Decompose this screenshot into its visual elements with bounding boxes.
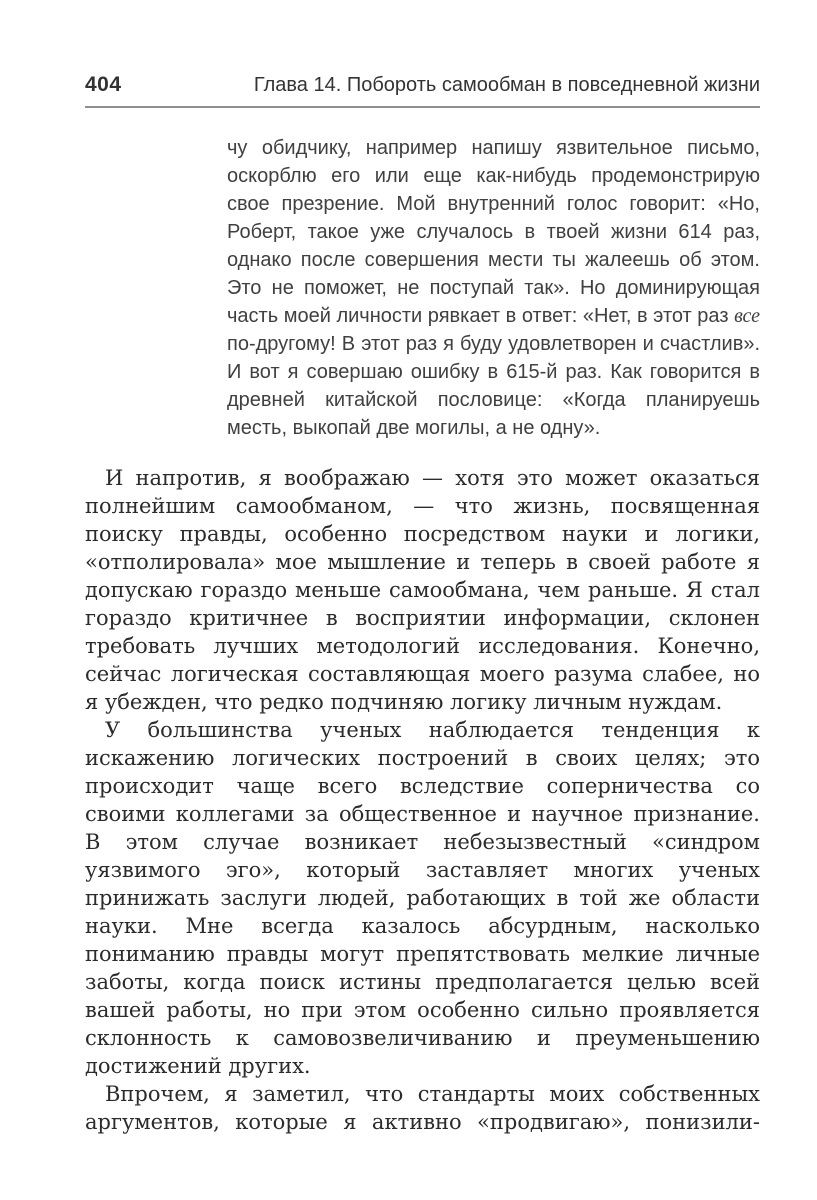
- paragraph-1: И напротив, я воображаю — хотя это может оказаться полнейшим самообманом, — что жизнь, посвященная поиску правды, особенно посредством науки и логики, «отполировала» мое мышление и теперь в своей работе я допускаю гораздо меньше самообмана, чем раньше. Я стал гораздо критичнее в восприятии информации, склонен требовать лучших методологий исследования. Конечно, сейчас логическая составляющая моего разума слабее, но я убежден, что редко подчиняю логику личным нуждам.: [85, 466, 760, 714]
- block-quote: [227, 134, 760, 442]
- body-text: [85, 464, 760, 1136]
- quote-text-continued: по-другому! В этот раз я буду удовлетворен и счастлив». И вот я совершаю ошибку в 615-й раз. Как говорится в древней китайской пословице: «Когда планируешь месть, выкопай две могилы, а не одну».: [227, 333, 760, 439]
- chapter-title: Глава 14. Побороть самообман в повседневной жизни: [253, 74, 760, 96]
- quote-italic-word: все: [734, 305, 760, 327]
- quote-text: чу обидчику, например напишу язвительное письмо, оскорблю его или еще как-нибудь продемонстрирую свое презрение. Мой внутренний голос говорит: «Но, Роберт, такое уже случалось в твоей жизни 614 раз, однако после совершения мести ты жалеешь об этом. Это не поможет, не поступай так». Но доминирующая часть моей личности рявкает в ответ: «Нет, в этот раз: [227, 137, 760, 327]
- page-number: 404: [85, 73, 122, 96]
- paragraph-2: У большинства ученых наблюдается тенденция к искажению логических построений в своих целях; это происходит чаще всего вследствие соперничества со своими коллегами за общественное и научное признание. В этом случае возникает небезызвестный «синдром уязвимого эго», который заставляет многих ученых принижать заслуги людей, работающих в той же области науки. Мне всегда казалось абсурдным, насколько пониманию правды могут препятствовать мелкие личные заботы, когда поиск истины предполагается целью всей вашей работы, но при этом особенно сильно проявляется склонность к самовозвеличиванию и преуменьшению достижений других.: [85, 718, 760, 1078]
- page-header: [85, 73, 760, 108]
- paragraph-3: Впрочем, я заметил, что стандарты моих собственных аргументов, которые я активно «продвигаю», понизили-: [85, 1082, 760, 1134]
